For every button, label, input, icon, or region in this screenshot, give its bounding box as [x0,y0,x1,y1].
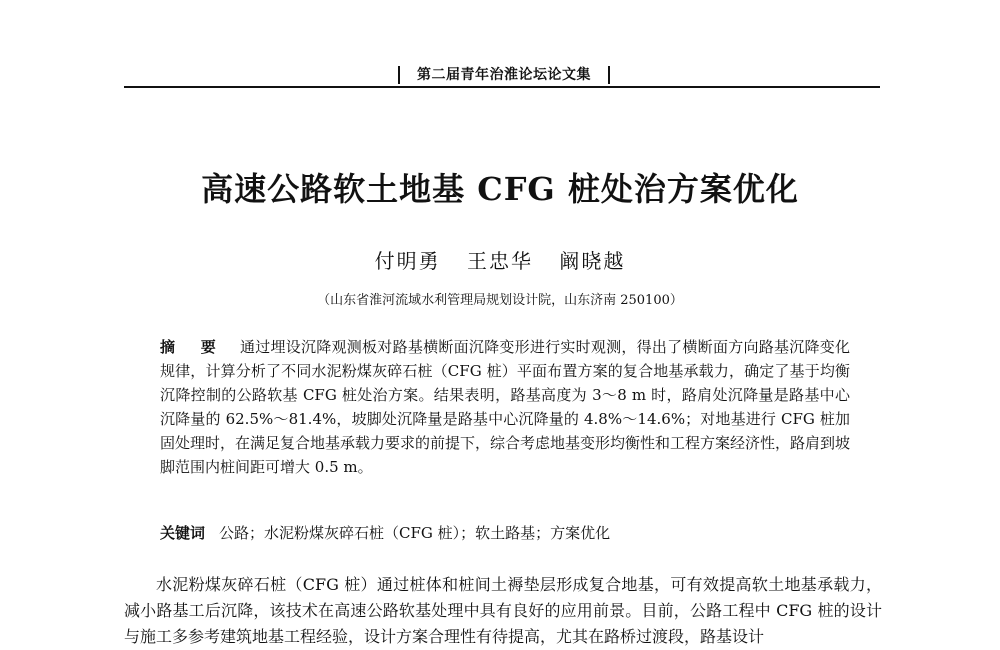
abstract-text: 通过埋设沉降观测板对路基横断面沉降变形进行实时观测，得出了横断面方向路基沉降变化规律，计算分析了不同水泥粉煤灰碎石桩（CFG 桩）平面布置方案的复合地基承载力，确定了基于均衡沉降控制的公路软基 CFG 桩处治方案。结果表明，路基高度为 3～8 m 时，路肩处沉降量是路基中心沉降量的 62.5%～81.4%，坡脚处沉降量是路基中心沉降量的 4.8%～14.6%；对地基进行 CFG 桩加固处理时，在满足复合地基承载力要求的前提下，综合考虑地基变形均衡性和工程方案经济性，路肩到坡脚范围内桩间距可增大 0.5 m。 [160,338,851,476]
running-header: 第二届青年治淮论坛论文集 [398,64,610,86]
affiliation: （山东省淮河流域水利管理局规划设计院，山东济南 250100） [317,293,683,308]
body-paragraph: 水泥粉煤灰碎石桩（CFG 桩）通过桩体和桩间土褥垫层形成复合地基，可有效提高软土地基承载力，减小路基工后沉降，该技术在高速公路软基处理中具有良好的应用前景。目前，公路工程中 CFG 桩的设计与施工多参考建筑地基工程经验，设计方案合理性有待提高，尤其在路桥过渡段，路基设计 [124,575,882,646]
abstract [160,335,850,479]
abstract-label: 摘 要 [160,338,226,356]
authors: 付明勇 王忠华 阚晓越 [374,249,626,273]
keywords [160,521,850,545]
header-rule [124,86,880,88]
keywords-text: 公路；水泥粉煤灰碎石桩（CFG 桩）；软土路基；方案优化 [219,524,611,542]
paper-title: 高速公路软土地基 CFG 桩处治方案优化 [201,170,799,208]
keywords-label: 关键词 [160,524,206,542]
